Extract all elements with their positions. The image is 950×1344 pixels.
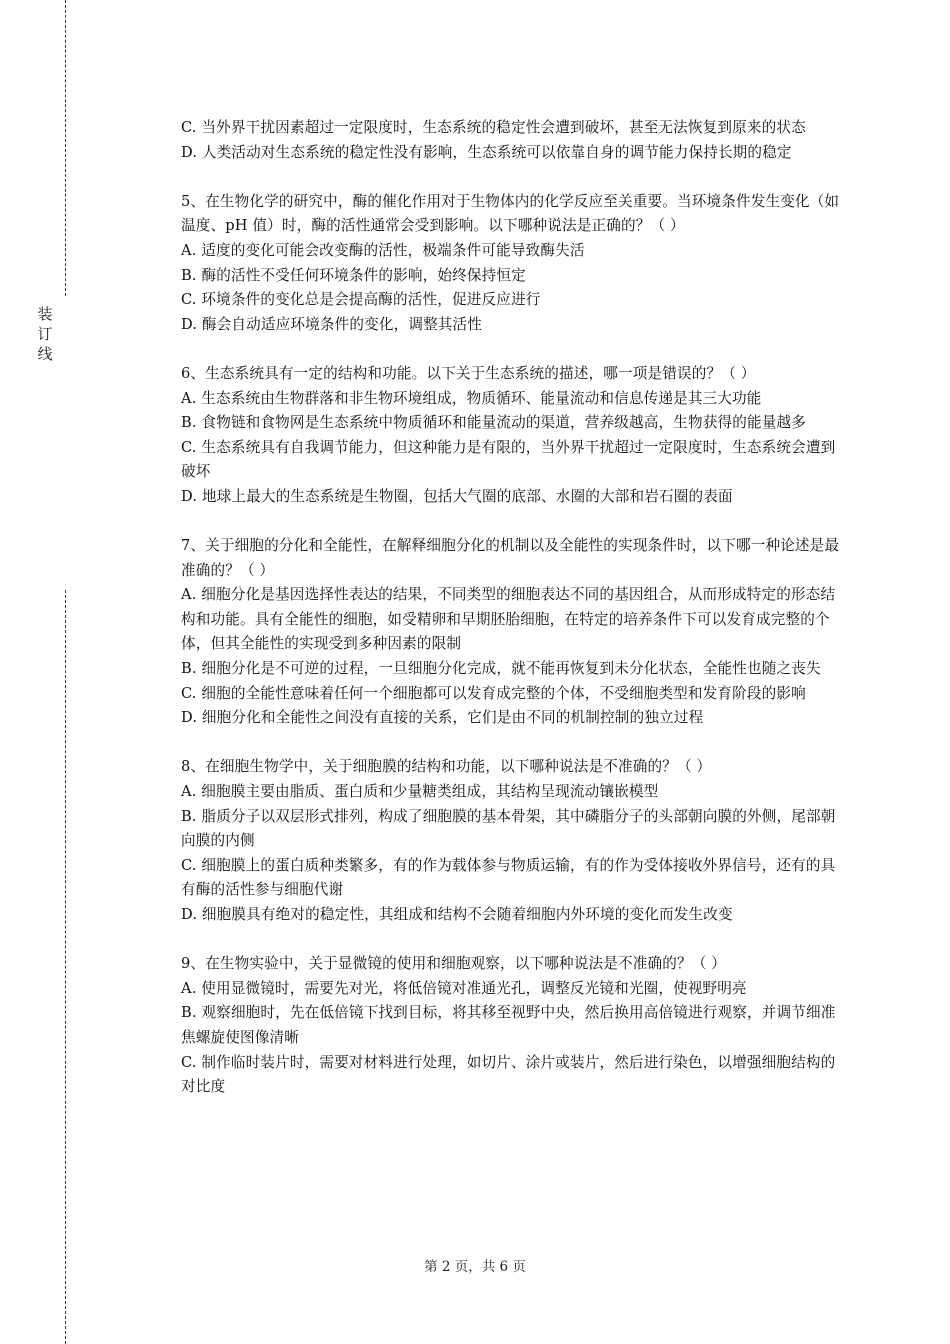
option-a: A. 细胞膜主要由脂质、蛋白质和少量糖类组成，其结构呈现流动镶嵌模型 <box>181 783 659 801</box>
option-b: B. 观察细胞时，先在低倍镜下找到目标，将其移至视野中央，然后换用高倍镜进行观察，并调节细准焦螺旋使图像清晰 <box>181 1004 836 1046</box>
binding-label <box>34 304 56 364</box>
binding-line-top <box>65 0 66 296</box>
option-b: B. 酶的活性不受任何环境条件的影响，始终保持恒定 <box>181 266 526 284</box>
option-b: B. 细胞分化是不可逆的过程，一旦细胞分化完成，就不能再恢复到未分化状态，全能性也随之丧失 <box>181 660 821 678</box>
option-b: B. 食物链和食物网是生态系统中物质循环和能量流动的渠道，营养级越高，生物获得的能量越多 <box>181 414 806 432</box>
question-stem: 8、在细胞生物学中，关于细胞膜的结构和功能，以下哪种说法是不准确的？（ ） <box>181 758 712 776</box>
option-c: C. 细胞膜上的蛋白质种类繁多，有的作为载体参与物质运输，有的作为受体接收外界信号，还有的具有酶的活性参与细胞代谢 <box>181 856 836 899</box>
question-7 <box>181 534 841 731</box>
option-a: A. 细胞分化是基因选择性表达的结果，不同类型的细胞表达不同的基因组合，从而形成特定的形态结构和功能。具有全能性的细胞，如受精卵和早期胚胎细胞，在特定的培养条件下可以发育成完整的个体，但其全能性的实现受到多种因素的限制 <box>181 586 836 653</box>
option-c: C. 制作临时装片时，需要对材料进行处理，如切片、涂片或装片，然后进行染色，以增强细胞结构的对比度 <box>181 1053 836 1096</box>
question-stem: 7、关于细胞的分化和全能性，在解释细胞分化的机制以及全能性的实现条件时，以下哪一种论述是最准确的？（ ） <box>181 537 840 579</box>
option-a: A. 使用显微镜时，需要先对光，将低倍镜对准通光孔，调整反光镜和光圈，使视野明亮 <box>181 979 747 997</box>
option-a: A. 适度的变化可能会改变酶的活性，极端条件可能导致酶失活 <box>181 241 585 259</box>
question-list <box>181 116 841 1100</box>
option-d: D. 细胞膜具有绝对的稳定性，其组成和结构不会随着细胞内外环境的变化而发生改变 <box>181 906 733 923</box>
question-9 <box>181 952 841 1100</box>
question-8 <box>181 755 841 927</box>
question-stem: 9、在生物实验中，关于显微镜的使用和细胞观察，以下哪种说法是不准确的？（ ） <box>181 955 727 973</box>
option-c: C. 细胞的全能性意味着任何一个细胞都可以发育成完整的个体，不受细胞类型和发育阶段的影响 <box>181 684 806 702</box>
option-d: D. 细胞分化和全能性之间没有直接的关系，它们是由不同的机制控制的独立过程 <box>181 709 704 727</box>
option-c: C. 生态系统具有自我调节能力，但这种能力是有限的，当外界干扰超过一定限度时，生态系统会遭到破坏 <box>181 438 836 481</box>
option-c: C. 当外界干扰因素超过一定限度时，生态系统的稳定性会遭到破坏，甚至无法恢复到原来的状态 <box>181 119 806 136</box>
page-number: 第 2 页，共 6 页 <box>424 1259 526 1275</box>
option-d: D. 人类活动对生态系统的稳定性没有影响，生态系统可以依靠自身的调节能力保持长期的稳定 <box>181 143 792 161</box>
option-d: D. 酶会自动适应环境条件的变化，调整其活性 <box>181 315 483 333</box>
question-stem: 5、在生物化学的研究中，酶的催化作用对于生物体内的化学反应至关重要。当环境条件发生变化（如温度、pH 值）时，酶的活性通常会受到影响。以下哪种说法是正确的？（ ） <box>181 192 840 235</box>
question-5 <box>181 190 841 338</box>
binding-char: 线 <box>37 345 53 363</box>
binding-char: 装 <box>37 305 53 323</box>
option-a: A. 生态系统由生物群落和非生物环境组成，物质循环、能量流动和信息传递是其三大功能 <box>181 389 762 407</box>
option-b: B. 脂质分子以双层形式排列，构成了细胞膜的基本骨架，其中磷脂分子的头部朝向膜的外侧，尾部朝向膜的内侧 <box>181 807 836 850</box>
binding-char: 订 <box>37 325 53 343</box>
option-c: C. 环境条件的变化总是会提高酶的活性，促进反应进行 <box>181 291 541 309</box>
question-6 <box>181 362 841 510</box>
question-4-continued <box>181 116 841 165</box>
binding-line-bottom <box>65 590 66 1344</box>
question-stem: 6、生态系统具有一定的结构和功能。以下关于生态系统的描述，哪一项是错误的？（ ） <box>181 364 756 382</box>
option-d: D. 地球上最大的生态系统是生物圈，包括大气圈的底部、水圈的大部和岩石圈的表面 <box>181 487 733 505</box>
